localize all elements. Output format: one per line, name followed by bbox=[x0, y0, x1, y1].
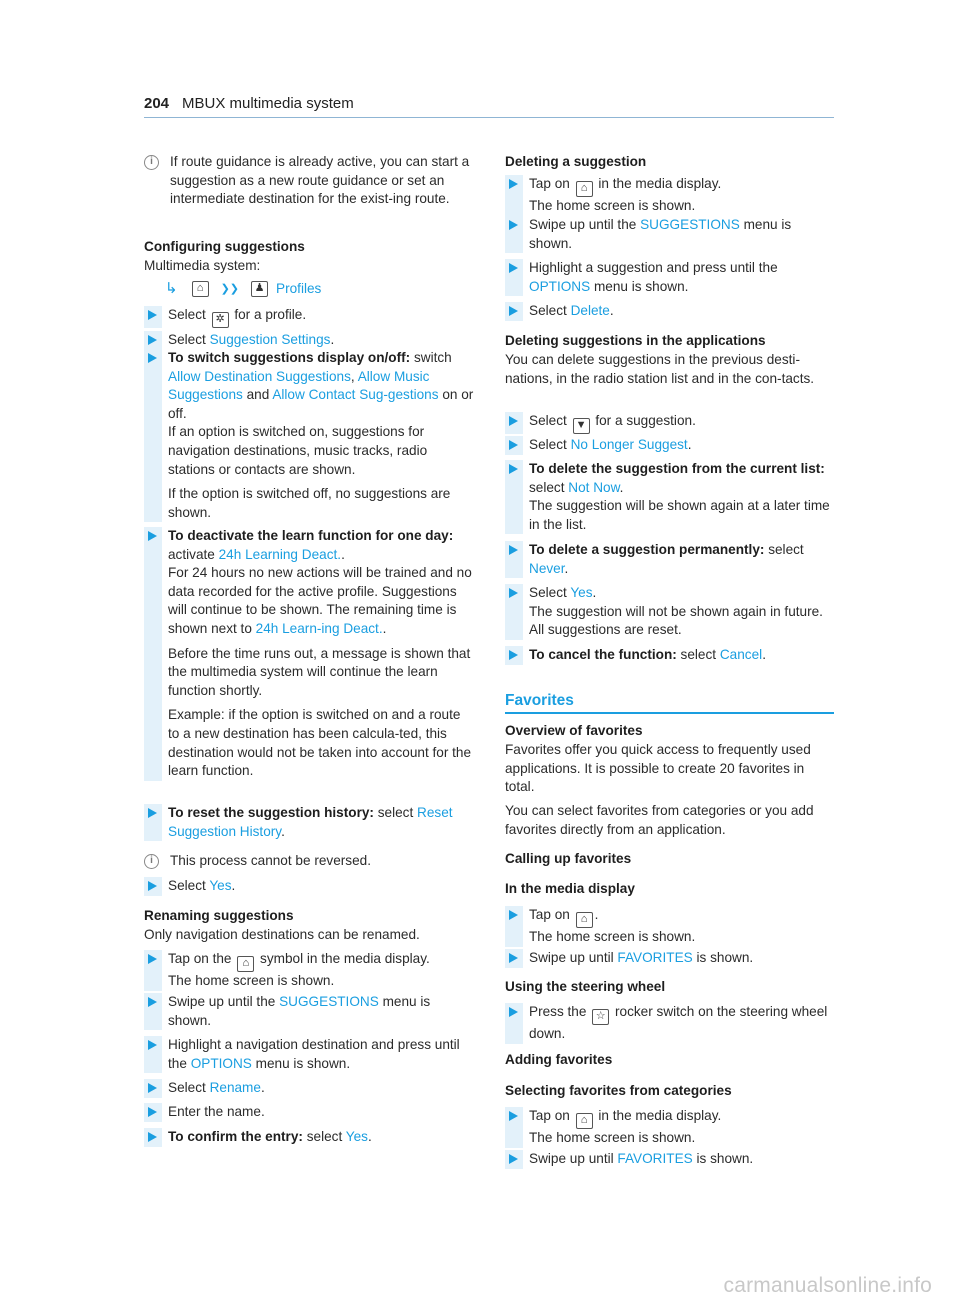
step-tap-home: Tap on the ⌂ symbol in the media display. The home screen is shown. bbox=[144, 950, 474, 991]
step-arrow-icon bbox=[505, 259, 529, 296]
step-arrow-icon bbox=[505, 1150, 529, 1169]
opt-yes[interactable]: Yes bbox=[345, 1129, 368, 1144]
opt-allow-contact[interactable]: Allow Contact Sug-gestions bbox=[272, 387, 439, 403]
fav-overview-text: Favorites offer you quick access to frequently used applications. It is possible to create 20 favorites in total. bbox=[505, 742, 811, 795]
step-enter-name: Enter the name. bbox=[144, 1103, 474, 1122]
step-arrow-icon bbox=[505, 1107, 529, 1148]
step-arrow-icon bbox=[144, 1036, 168, 1073]
step-arrow-icon bbox=[505, 906, 529, 947]
opt-never[interactable]: Never bbox=[529, 560, 565, 576]
opt-no-longer-suggest[interactable]: No Longer Suggest bbox=[570, 437, 688, 452]
favorites-section-title: Favorites bbox=[505, 692, 574, 709]
step-swipe-suggestions: Swipe up until the SUGGESTIONS menu is shown. bbox=[144, 993, 474, 1030]
opt-yes[interactable]: Yes bbox=[209, 878, 232, 893]
info-icon: i bbox=[144, 854, 159, 869]
menu-favorites[interactable]: FAVORITES bbox=[617, 1151, 693, 1166]
step-arrow-icon bbox=[505, 302, 529, 321]
gear-icon[interactable]: ✲ bbox=[212, 312, 229, 328]
path-chevron-icon: ❯❯ bbox=[220, 283, 240, 295]
step-arrow-icon bbox=[505, 175, 529, 216]
opt-rename[interactable]: Rename bbox=[209, 1080, 261, 1095]
step-swipe-favorites: Swipe up until FAVORITES is shown. bbox=[505, 949, 835, 968]
step-select-yes: Select Yes. The suggestion will not be shown again in future. All suggestions are reset. bbox=[505, 584, 835, 640]
step-arrow-icon bbox=[505, 216, 529, 253]
step-arrow-icon bbox=[505, 460, 529, 534]
menu-options[interactable]: OPTIONS bbox=[190, 1055, 252, 1071]
step-delete-permanently: To delete a suggestion permanently: select Never. bbox=[505, 541, 835, 578]
step-delete-current-list: To delete the suggestion from the current list: select Not Now. The suggestion will be shown again at a later time in the list. bbox=[505, 460, 835, 534]
favorites-rule bbox=[505, 712, 834, 714]
step-arrow-icon bbox=[505, 541, 529, 578]
path-profiles[interactable]: Profiles bbox=[276, 281, 322, 296]
info-icon: i bbox=[144, 155, 159, 170]
heading-media-display: In the media display bbox=[505, 881, 635, 896]
opt-allow-destination[interactable]: Allow Destination Suggestions bbox=[168, 368, 351, 384]
step-arrow-icon bbox=[144, 804, 168, 841]
step-tap-home: Tap on ⌂ in the media display. The home screen is shown. bbox=[505, 1107, 835, 1148]
heading-adding: Adding favorites bbox=[505, 1052, 613, 1067]
header-rule bbox=[144, 117, 834, 118]
opt-24h-learning-ref[interactable]: 24h Learn-ing Deact. bbox=[255, 620, 383, 636]
path-arrow-icon: ↳ bbox=[165, 280, 178, 297]
person-icon[interactable]: ♟ bbox=[251, 281, 268, 297]
heading-renaming: Renaming suggestions bbox=[144, 908, 294, 923]
step-delete: Select Delete. bbox=[505, 302, 835, 321]
step-arrow-icon bbox=[144, 1103, 168, 1122]
down-arrow-icon[interactable]: ▼ bbox=[573, 418, 590, 434]
step-arrow-icon bbox=[144, 877, 168, 896]
step-press-star: Press the ☆ rocker switch on the steering wheel down. bbox=[505, 1003, 835, 1044]
home-icon[interactable]: ⌂ bbox=[576, 181, 593, 197]
heading-deleting-apps: Deleting suggestions in the applications bbox=[505, 333, 766, 348]
menu-favorites[interactable]: FAVORITES bbox=[617, 950, 693, 965]
step-reset-history: To reset the suggestion history: select Reset Suggestion History. bbox=[144, 804, 474, 841]
step-arrow-icon bbox=[505, 646, 529, 665]
step-arrow-icon bbox=[505, 1003, 529, 1044]
step-rename: Select Rename. bbox=[144, 1079, 474, 1098]
menu-suggestions[interactable]: SUGGESTIONS bbox=[640, 217, 740, 232]
menu-options[interactable]: OPTIONS bbox=[529, 278, 591, 294]
step-confirm-entry: To confirm the entry: select Yes. bbox=[144, 1128, 474, 1147]
page-number: 204 bbox=[144, 95, 170, 112]
link-suggestion-settings[interactable]: Suggestion Settings bbox=[209, 332, 331, 347]
home-icon[interactable]: ⌂ bbox=[576, 912, 593, 928]
heading-steering-wheel: Using the steering wheel bbox=[505, 979, 666, 994]
step-select-down: Select ▼ for a suggestion. bbox=[505, 412, 835, 434]
step-arrow-icon bbox=[505, 412, 529, 434]
step-arrow-icon bbox=[144, 306, 168, 328]
step-highlight-suggestion: Highlight a suggestion and press until the OPTIONS menu is shown. bbox=[505, 259, 835, 296]
opt-cancel[interactable]: Cancel bbox=[719, 647, 763, 662]
step-no-longer-suggest: Select No Longer Suggest. bbox=[505, 436, 835, 455]
step-deactivate-learn: To deactivate the learn function for one day: activate 24h Learning Deact.. For 24 hours no new actions will be trained and no data recorded for the active profile. Suggestions will continue to be shown. The remaining time is shown next to 24h Learn-ing Deact.. Before the time runs out, a message is shown that the multimedia system will continue the learn function shortly. Example: if the option is switched on and a route to a new destination has been calcula-ted, this destination would not be taken into account for the learn function. bbox=[144, 527, 474, 781]
step-select-profile: Select ✲ for a profile. bbox=[144, 306, 474, 328]
heading-selecting: Selecting favorites from categories bbox=[505, 1083, 732, 1098]
heading-deleting: Deleting a suggestion bbox=[505, 154, 647, 169]
heading-calling: Calling up favorites bbox=[505, 851, 632, 866]
section-title: MBUX multimedia system bbox=[182, 95, 354, 112]
delete-apps-intro: You can delete suggestions in the previous desti-nations, in the radio station list and in the con-tacts. bbox=[505, 352, 815, 386]
star-icon[interactable]: ☆ bbox=[592, 1009, 609, 1025]
rename-intro: Only navigation destinations can be renamed. bbox=[144, 927, 420, 942]
step-arrow-icon bbox=[505, 949, 529, 968]
step-arrow-icon bbox=[144, 993, 168, 1030]
config-intro: Multimedia system: bbox=[144, 258, 261, 273]
heading-fav-overview: Overview of favorites bbox=[505, 723, 643, 738]
step-swipe-favorites: Swipe up until FAVORITES is shown. bbox=[505, 1150, 835, 1169]
menu-suggestions[interactable]: SUGGESTIONS bbox=[279, 994, 379, 1009]
opt-reset-history[interactable]: Reset Suggestion History bbox=[168, 805, 453, 839]
step-tap-home: Tap on ⌂ . The home screen is shown. bbox=[505, 906, 835, 947]
step-switch-display: To switch suggestions display on/off: switch Allow Destination Suggestions, Allow Music Suggestions and Allow Contact Sug-gestions on or off. If an option is switched on, suggestions for navigation destinations, music tracks, radio stations or contacts are shown. If the option is switched off, no suggestions are shown. bbox=[144, 349, 474, 522]
info-note bbox=[144, 153, 474, 209]
opt-not-now[interactable]: Not Now bbox=[568, 479, 620, 495]
step-highlight-destination: Highlight a navigation destination and press until the OPTIONS menu is shown. bbox=[144, 1036, 474, 1073]
step-swipe-suggestions: Swipe up until the SUGGESTIONS menu is shown. bbox=[505, 216, 835, 253]
step-cancel: To cancel the function: select Cancel. bbox=[505, 646, 835, 665]
step-arrow-icon bbox=[144, 349, 168, 522]
step-arrow-icon bbox=[144, 1128, 168, 1147]
step-arrow-icon bbox=[144, 1079, 168, 1098]
step-select-yes: Select Yes. bbox=[144, 877, 474, 896]
step-arrow-icon bbox=[144, 950, 168, 991]
step-arrow-icon bbox=[505, 584, 529, 640]
note-text: If route guidance is already active, you can start a suggestion as a new route guidance or set an intermediate destination for the exist-ing route. bbox=[170, 154, 470, 207]
fav-overview-text2: You can select favorites from categories or you add favorites directly from an application. bbox=[505, 803, 814, 837]
home-icon[interactable]: ⌂ bbox=[237, 956, 254, 972]
opt-delete[interactable]: Delete bbox=[570, 303, 610, 318]
watermark: carmanualsonline.info bbox=[723, 1274, 932, 1298]
opt-allow-music[interactable]: Allow Music Suggestions bbox=[168, 368, 430, 403]
step-arrow-icon bbox=[144, 527, 168, 781]
step-suggestion-settings: Select Suggestion Settings. bbox=[144, 331, 474, 350]
home-icon[interactable]: ⌂ bbox=[192, 281, 209, 297]
step-arrow-icon bbox=[144, 331, 168, 350]
step-arrow-icon bbox=[505, 436, 529, 455]
opt-yes[interactable]: Yes bbox=[570, 585, 593, 600]
info-note: i This process cannot be reversed. bbox=[144, 852, 474, 871]
menu-path bbox=[165, 280, 321, 299]
home-icon[interactable]: ⌂ bbox=[576, 1113, 593, 1129]
step-tap-home: Tap on ⌂ in the media display. The home screen is shown. bbox=[505, 175, 835, 216]
opt-24h-learning[interactable]: 24h Learning Deact. bbox=[218, 546, 342, 562]
heading-configuring: Configuring suggestions bbox=[144, 239, 305, 254]
